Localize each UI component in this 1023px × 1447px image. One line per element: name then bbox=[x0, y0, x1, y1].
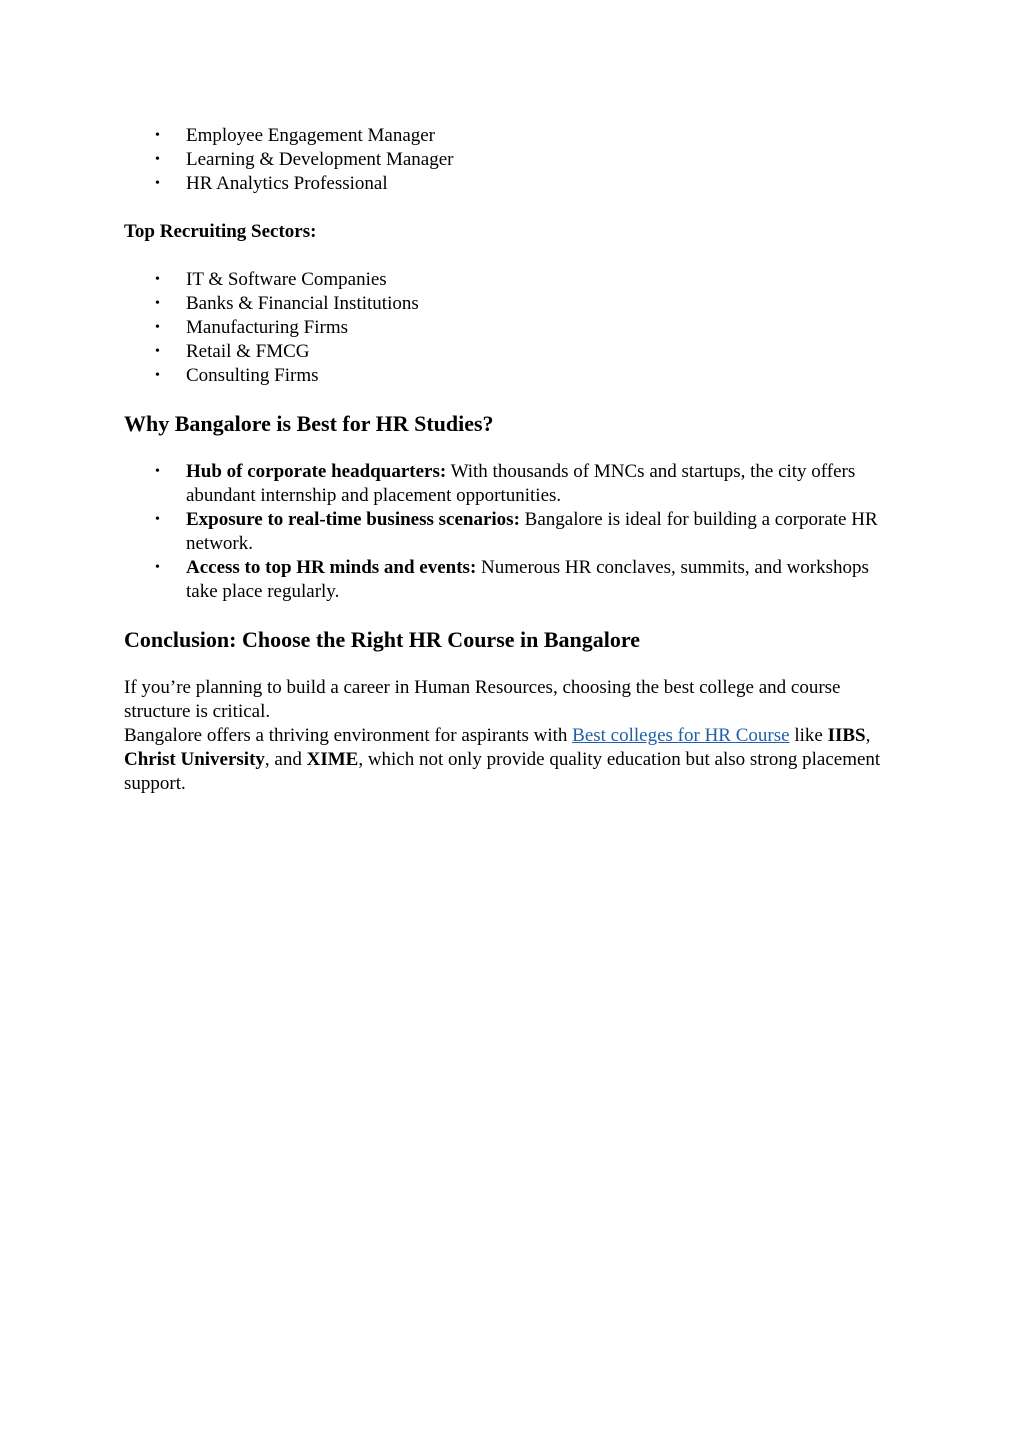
bullet-icon: • bbox=[155, 128, 160, 143]
list-item-text: Consulting Firms bbox=[186, 365, 319, 386]
why-section-heading: Why Bangalore is Best for HR Studies? bbox=[124, 411, 494, 436]
list-item bbox=[124, 148, 899, 172]
bullet-icon: • bbox=[155, 320, 160, 335]
list-item-text: With thousands of MNCs and startups, the city offers abundant internship and placement opportunities. bbox=[186, 461, 856, 506]
conclusion-heading: Conclusion: Choose the Right HR Course in Bangalore bbox=[124, 627, 641, 652]
list-item bbox=[124, 124, 899, 148]
bullet-icon: • bbox=[155, 512, 160, 527]
college-name-christ: Christ University bbox=[124, 749, 265, 770]
list-item bbox=[124, 460, 899, 508]
list-item-bold: Exposure to real-time business scenarios: bbox=[186, 509, 520, 530]
list-item-bold: Access to top HR minds and events: bbox=[186, 557, 477, 578]
list-item bbox=[124, 292, 899, 316]
list-item-text: Retail & FMCG bbox=[186, 341, 310, 362]
list-item-text: Manufacturing Firms bbox=[186, 317, 349, 338]
conclusion-paragraph-1: If you’re planning to build a career in Human Resources, choosing the best college and course structure is critical. bbox=[124, 677, 841, 722]
sectors-list bbox=[124, 268, 899, 388]
paragraph-text: Bangalore offers a thriving environment for aspirants with bbox=[124, 725, 573, 746]
document-page bbox=[124, 124, 899, 796]
list-item-text: Employee Engagement Manager bbox=[186, 125, 436, 146]
bullet-icon: • bbox=[155, 368, 160, 383]
list-item bbox=[124, 340, 899, 364]
list-item bbox=[124, 268, 899, 292]
list-item-text: Numerous HR conclaves, summits, and workshops take place regularly. bbox=[186, 557, 869, 602]
paragraph-text: , bbox=[865, 725, 871, 746]
list-item-bold: Hub of corporate headquarters: bbox=[186, 461, 447, 482]
roles-list bbox=[124, 124, 899, 196]
why-list bbox=[124, 460, 899, 604]
list-item bbox=[124, 364, 899, 388]
bullet-icon: • bbox=[155, 464, 160, 479]
list-item-text: Banks & Financial Institutions bbox=[186, 293, 419, 314]
list-item-text: Learning & Development Manager bbox=[186, 149, 454, 170]
best-colleges-link[interactable]: Best colleges for HR Course bbox=[572, 725, 790, 746]
paragraph-text: , which not only provide quality education but also strong placement support. bbox=[124, 749, 881, 794]
list-item-text: HR Analytics Professional bbox=[186, 173, 388, 194]
bullet-icon: • bbox=[155, 176, 160, 191]
bullet-icon: • bbox=[155, 296, 160, 311]
list-item-text: Bangalore is ideal for building a corporate HR network. bbox=[186, 509, 878, 554]
paragraph-text: , and bbox=[264, 749, 307, 770]
bullet-icon: • bbox=[155, 344, 160, 359]
paragraph-text: like bbox=[789, 725, 828, 746]
bullet-icon: • bbox=[155, 272, 160, 287]
bullet-icon: • bbox=[155, 560, 160, 575]
list-item-text: IT & Software Companies bbox=[186, 269, 387, 290]
conclusion-paragraph-2 bbox=[124, 724, 899, 796]
college-name-iibs: IIBS bbox=[827, 725, 866, 746]
sectors-heading: Top Recruiting Sectors: bbox=[124, 221, 317, 242]
college-name-xime: XIME bbox=[306, 749, 359, 770]
list-item bbox=[124, 316, 899, 340]
list-item bbox=[124, 556, 899, 604]
list-item bbox=[124, 508, 899, 556]
list-item bbox=[124, 172, 899, 196]
bullet-icon: • bbox=[155, 152, 160, 167]
